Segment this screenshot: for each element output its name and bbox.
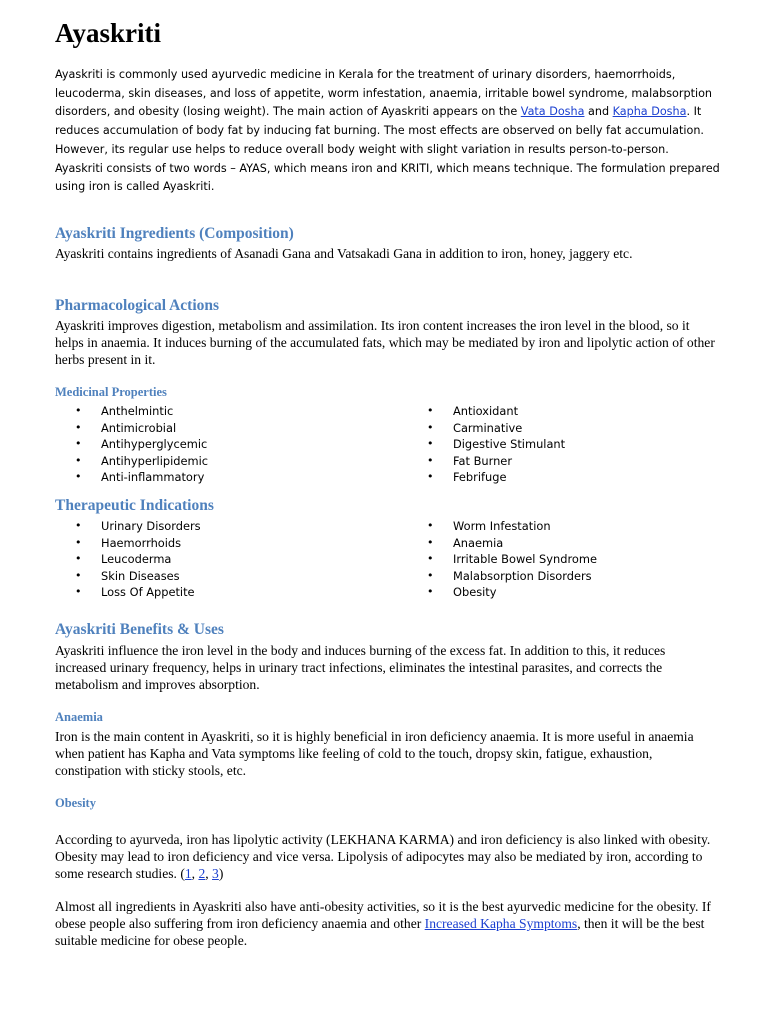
list-item (55, 551, 201, 568)
bullet-icon: • (75, 437, 82, 450)
list-item (407, 518, 597, 535)
bullet-icon: • (427, 535, 434, 549)
bullet-icon: • (75, 552, 82, 565)
list-item-label: Carminative (453, 420, 523, 435)
list-item (55, 584, 201, 601)
bullet-icon: • (75, 453, 82, 467)
bullet-icon: • (75, 519, 82, 532)
increased-kapha-symptoms-link[interactable]: Increased Kapha Symptoms (424, 916, 578, 931)
pharmacological-text: Ayaskriti improves digestion, metabolism and assimilation. Its iron content increases the iron level in the blood, so it helps in anaemia. It induces burning of the accumulated fats, which may be mediated by iron and lipolytic action of other herbs present in it. (55, 318, 715, 367)
ingredients-text: Ayaskriti contains ingredients of Asanadi Gana and Vatsakadi Gana in addition to iron, honey, jaggery etc. (55, 246, 633, 261)
therapeutic-heading: Therapeutic Indications (55, 497, 214, 514)
benefits-heading: Ayaskriti Benefits & Uses (55, 621, 224, 638)
list-item (55, 453, 208, 470)
intro-text-end: . It reduces accumulation of body fat by inducing fat burning. The most effects are observed on belly fat accumulation. However, its regular use helps to reduce overall body weight with slight variation in results person-to-person. (55, 105, 704, 156)
list-item (407, 551, 597, 568)
list-item (407, 469, 565, 486)
list-item-label: Obesity (453, 585, 497, 599)
bullet-icon: • (75, 585, 82, 598)
list-item-label: Haemorrhoids (101, 535, 182, 550)
bullet-icon: • (427, 568, 434, 582)
therapeutic-list-left (55, 518, 201, 601)
obesity-paragraph-1 (55, 831, 720, 882)
vata-dosha-link[interactable]: Vata Dosha (520, 105, 585, 119)
bullet-icon: • (75, 420, 82, 434)
obesity-text-end: , then it will be the best suitable medicine for obese people. (55, 916, 705, 948)
list-item (407, 453, 565, 470)
obesity-heading: Obesity (55, 796, 96, 810)
intro-text-and: and (584, 105, 613, 119)
list-item-label: Irritable Bowel Syndrome (453, 552, 597, 566)
list-item-label: Antihyperglycemic (101, 437, 208, 451)
bullet-icon: • (427, 420, 434, 434)
obesity-text: According to ayurveda, iron has lipolytic activity (LEKHANA KARMA) and iron deficiency is also linked with obesity. Obesity may lead to iron deficiency and vice versa. Lipolysis of adipocytes may also be mediated by iron, according to some research studies. ( (55, 832, 711, 881)
benefits-text: Ayaskriti influence the iron level in the body and induces burning of the excess fat. In addition to this, it reduces increased urinary frequency, helps in urinary tract infections, eliminates the intestinal parasites, and corrects the metabolism and improves absorption. (55, 643, 666, 692)
list-item (407, 584, 597, 601)
list-item-label: Antihyperlipidemic (101, 453, 209, 468)
list-item-label: Malabsorption Disorders (453, 568, 592, 583)
reference-separator: , (205, 866, 213, 881)
anaemia-heading: Anaemia (55, 710, 103, 724)
anaemia-text: Iron is the main content in Ayaskriti, so it is highly beneficial in iron deficiency anaemia. It is more useful in anaemia when patient has Kapha and Vata symptoms like feeling of cold to the touch, dropsy skin, fatigue, exhaustion, constipation with sticky stools, etc. (55, 729, 694, 778)
list-item-label: Anti-inflammatory (101, 470, 205, 484)
list-item-label: Digestive Stimulant (453, 437, 566, 451)
intro-section (55, 66, 720, 197)
kapha-dosha-link[interactable]: Kapha Dosha (612, 105, 687, 119)
bullet-icon: • (427, 453, 434, 467)
bullet-icon: • (427, 552, 434, 565)
list-item-label: Fat Burner (453, 453, 512, 468)
list-item (55, 518, 201, 535)
intro-text-start: Ayaskriti is commonly used ayurvedic medicine in Kerala for the treatment of urinary disorders, haemorrhoids, leucoderma, skin diseases, and loss of appetite, worm infestation, anaemia, irritable bowel syndrome, malabsorption disorders, and obesity (losing weight). The main action of Ayaskriti appears on the (55, 68, 713, 119)
list-item (407, 535, 597, 552)
list-item-label: Skin Diseases (101, 568, 180, 583)
reference-link-1[interactable]: 1 (184, 866, 192, 881)
list-item (55, 420, 208, 437)
bullet-icon: • (75, 535, 82, 549)
obesity-text-start: Almost all ingredients in Ayaskriti also have anti-obesity activities, so it is the best ayurvedic medicine for the obesity. If obese people also suffering from iron deficiency anaemia and other (55, 899, 711, 931)
list-item (55, 535, 201, 552)
intro-paragraph-2: Ayaskriti consists of two words – AYAS, which means iron and KRITI, which means technique. The formulation prepared using iron is called Ayaskriti. (55, 161, 720, 194)
list-item-label: Worm Infestation (453, 519, 551, 533)
list-item-label: Urinary Disorders (101, 519, 201, 533)
reference-close: ) (218, 866, 224, 881)
medicinal-properties-list-left (55, 403, 208, 486)
list-item-label: Febrifuge (453, 470, 507, 484)
bullet-icon: • (427, 404, 434, 417)
bullet-icon: • (427, 470, 434, 483)
bullet-icon: • (75, 404, 82, 417)
reference-link-2[interactable]: 2 (198, 866, 206, 881)
list-item-label: Loss Of Appetite (101, 585, 195, 599)
bullet-icon: • (75, 568, 82, 582)
list-item (407, 403, 565, 420)
list-item (55, 436, 208, 453)
obesity-paragraph-2 (55, 898, 720, 949)
page-title: Ayaskriti (55, 18, 161, 48)
bullet-icon: • (427, 437, 434, 450)
medicinal-properties-list-right (407, 403, 565, 486)
therapeutic-list-right (407, 518, 597, 601)
list-item (407, 420, 565, 437)
bullet-icon: • (427, 519, 434, 532)
list-item (55, 403, 208, 420)
list-item-label: Anthelmintic (101, 404, 174, 418)
list-item-label: Antimicrobial (101, 420, 177, 435)
ingredients-heading: Ayaskriti Ingredients (Composition) (55, 225, 294, 242)
list-item-label: Leucoderma (101, 552, 172, 566)
intro-paragraph-1 (55, 66, 720, 160)
pharmacological-heading: Pharmacological Actions (55, 297, 220, 314)
list-item-label: Antioxidant (453, 404, 519, 418)
list-item (407, 568, 597, 585)
list-item (407, 436, 565, 453)
bullet-icon: • (75, 470, 82, 483)
list-item (55, 469, 208, 486)
list-item-label: Anaemia (453, 535, 504, 550)
bullet-icon: • (427, 585, 434, 598)
reference-link-3[interactable]: 3 (212, 866, 219, 881)
medicinal-properties-heading: Medicinal Properties (55, 385, 167, 399)
list-item (55, 568, 201, 585)
reference-separator: , (191, 866, 199, 881)
